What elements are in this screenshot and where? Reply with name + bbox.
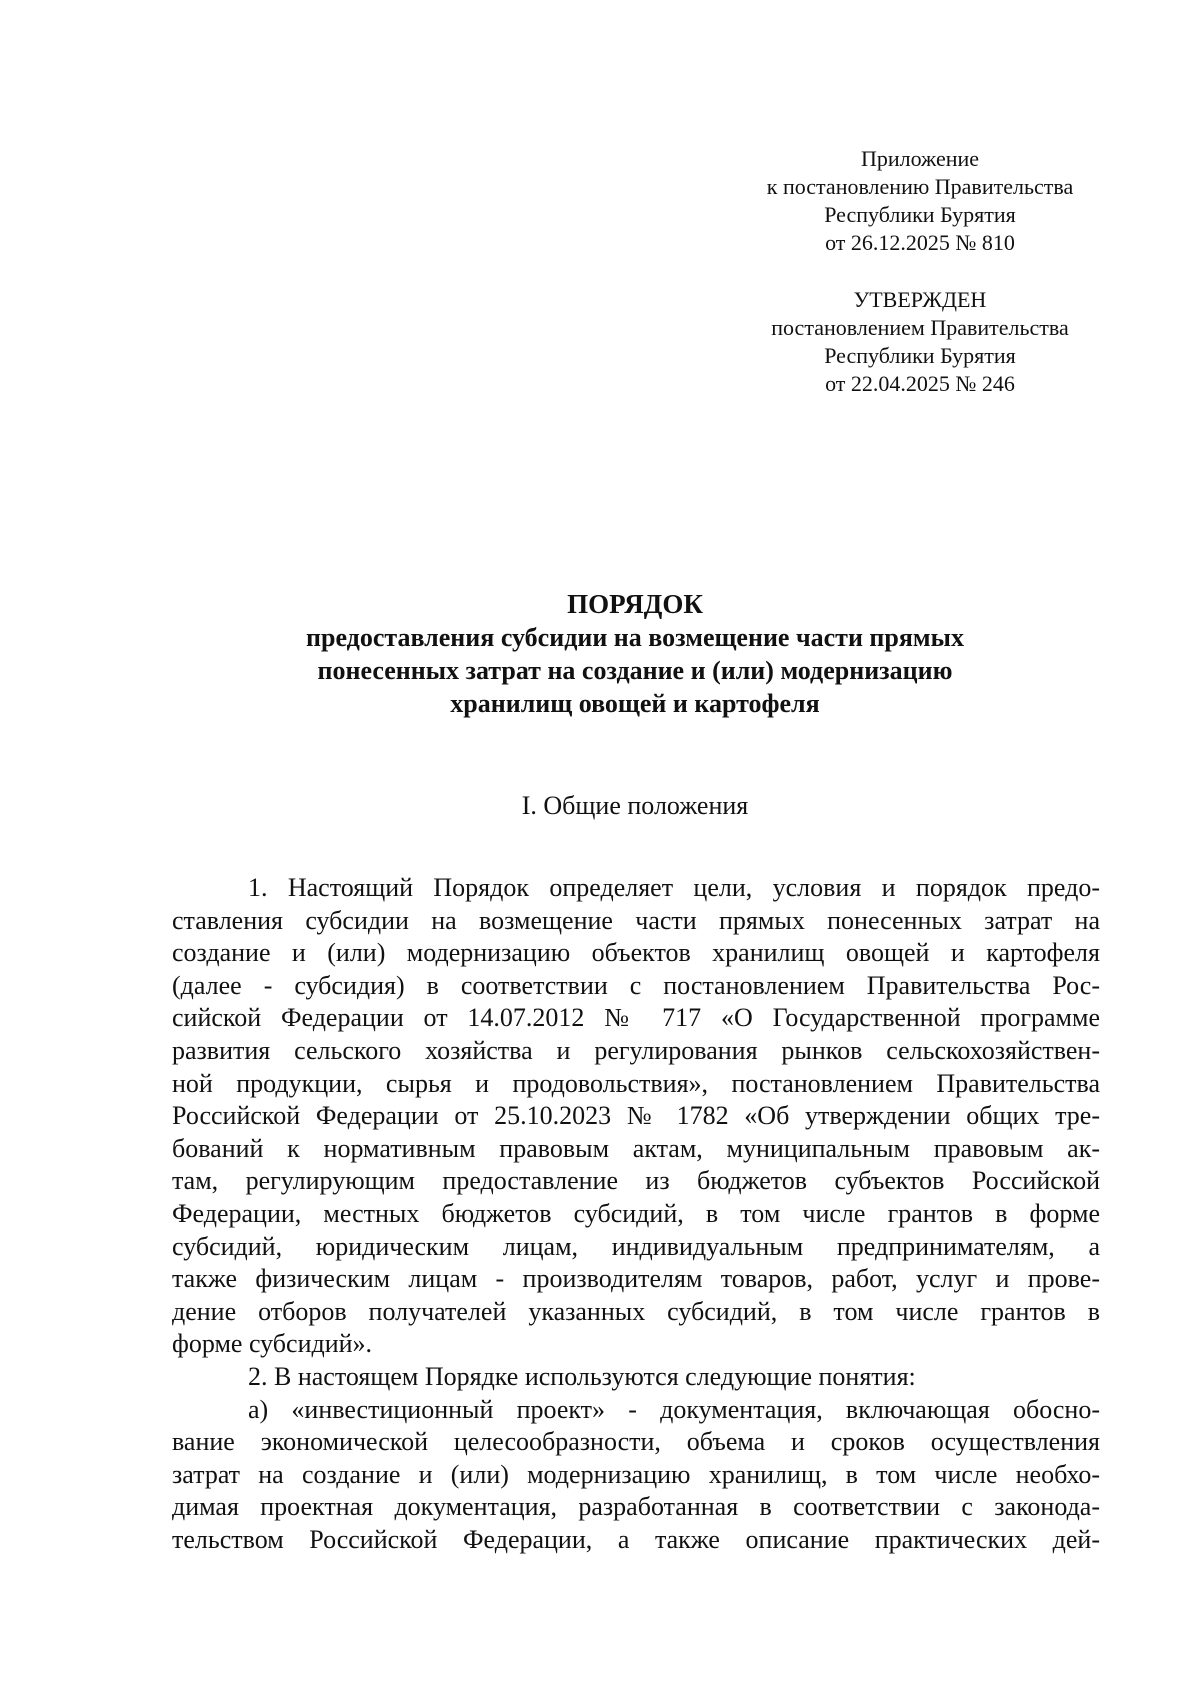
- body-line: Федерации, местных бюджетов субсидий, в том числе грантов в форме: [172, 1198, 1100, 1228]
- body-line: развития сельского хозяйства и регулирования рынков сельскохозяйствен-: [172, 1035, 1100, 1065]
- appendix-line: Приложение: [860, 146, 980, 171]
- body-line: 1. Настоящий Порядок определяет цели, условия и порядок предо-: [248, 873, 1100, 902]
- approved-line: УТВЕРЖДЕН: [853, 287, 987, 312]
- section-heading: I. Общие положения: [521, 791, 749, 820]
- title-subtitle-line: предоставления субсидии на возмещение части прямых: [306, 623, 964, 652]
- body-line: бований к нормативным правовым актам, муниципальным правовым ак-: [172, 1133, 1100, 1163]
- body-line: сийской Федерации от 14.07.2012 № 717 «О Государственной программе: [172, 1003, 1100, 1033]
- approved-line: постановлением Правительства: [771, 315, 1069, 340]
- title-main: ПОРЯДОК: [567, 589, 703, 619]
- approved-line: Республики Бурятия: [824, 343, 1016, 368]
- body-line: форме субсидий».: [172, 1329, 373, 1359]
- approved-block: [700, 286, 1140, 398]
- body-line: субсидий, юридическим лицам, индивидуальным предпринимателям, а: [172, 1231, 1100, 1261]
- body-line: затрат на создание и (или) модернизацию хранилищ, в том числе необхо-: [172, 1459, 1100, 1489]
- body-line: Российской Федерации от 25.10.2023 № 1782 «Об утверждении общих тре-: [172, 1101, 1100, 1131]
- title-subtitle-line: понесенных затрат на создание и (или) модернизацию: [317, 656, 953, 685]
- body-text: [172, 872, 1100, 1556]
- body-line: ной продукции, сырья и продовольствия», постановлением Правительства: [172, 1068, 1100, 1098]
- body-line: создание и (или) модернизацию объектов хранилищ овощей и картофеля: [172, 938, 1100, 968]
- body-line: димая проектная документация, разработанная в соответствии с законода-: [172, 1492, 1100, 1522]
- body-line: вание экономической целесообразности, объема и сроков осуществления: [172, 1427, 1100, 1457]
- body-line: дение отборов получателей указанных субсидий, в том числе грантов в: [172, 1296, 1100, 1326]
- body-line: 2. В настоящем Порядке используются следующие понятия:: [248, 1361, 916, 1391]
- document-title: [170, 588, 1100, 720]
- body-line: (далее - субсидия) в соответствии с постановлением Правительства Рос-: [172, 970, 1100, 1000]
- title-subtitle-line: хранилищ овощей и картофеля: [450, 689, 820, 718]
- body-line: ставления субсидии на возмещение части прямых понесенных затрат на: [172, 905, 1100, 935]
- appendix-block: [700, 145, 1140, 257]
- appendix-line: Республики Бурятия: [824, 202, 1016, 227]
- body-line: там, регулирующим предоставление из бюджетов субъектов Российской: [172, 1166, 1100, 1196]
- appendix-line: от 26.12.2025 № 810: [825, 230, 1015, 255]
- body-line: тельством Российской Федерации, а также описание практических дей-: [172, 1524, 1100, 1554]
- body-line: также физическим лицам - производителям товаров, работ, услуг и прове-: [172, 1264, 1100, 1294]
- approved-line: от 22.04.2025 № 246: [825, 371, 1015, 396]
- body-line: а) «инвестиционный проект» - документация, включающая обосно-: [248, 1394, 1100, 1424]
- appendix-line: к постановлению Правительства: [766, 174, 1074, 199]
